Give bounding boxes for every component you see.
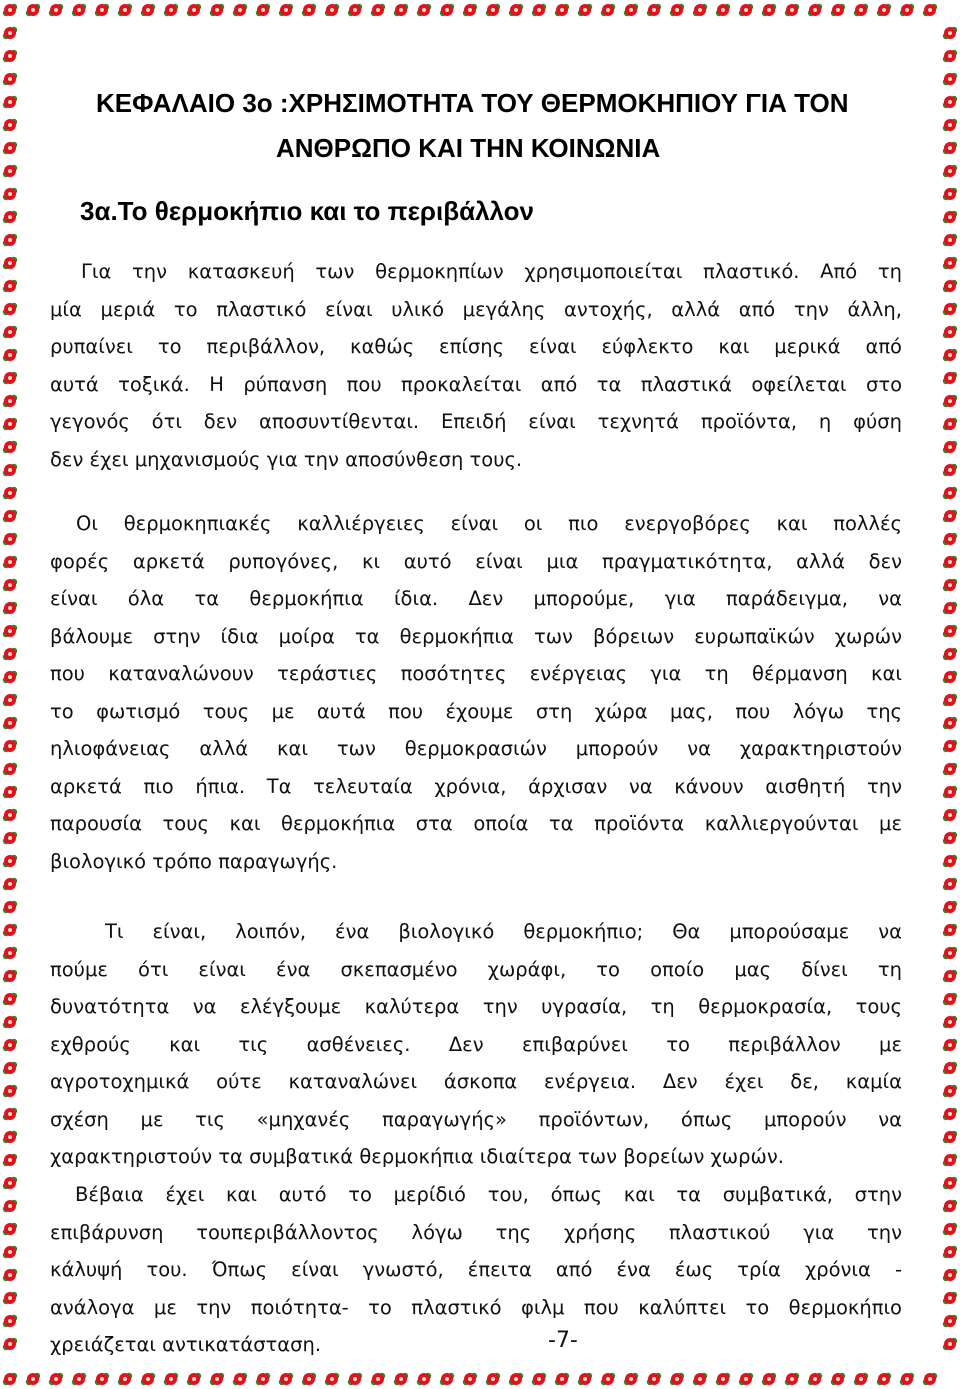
paragraph-line: παρουσία τους και θερμοκήπια στα οποία τα προϊόντα καλλιεργούνται με — [50, 812, 902, 835]
paragraph-line: βιολογικό τρόπο παραγωγής. — [50, 849, 338, 873]
paragraph-line: αρκετά πιο ήπια. Τα τελευταία χρόνια, άρχισαν να κάνουν αισθητή την — [50, 774, 902, 798]
paragraph-line: φορές αρκετά ρυπογόνες, κι αυτό είναι μια πραγματικότητα, αλλά δεν — [50, 549, 902, 573]
paragraph-line: ανάλογα με την ποιότητα- το πλαστικό φιλμ που καλύπτει το θερμοκήπιο — [50, 1295, 902, 1319]
paragraph-3 — [50, 913, 902, 1176]
chapter-heading-line-2: ΑΝΘΡΩΠΟ ΚΑΙ ΤΗΝ ΚΟΙΝΩΝΙΑ — [276, 133, 661, 163]
paragraph-line: χρειάζεται αντικατάσταση. — [50, 1333, 322, 1356]
paragraph-line: χαρακτηριστούν τα συμβατικά θερμοκήπια ιδιαίτερα των βορείων χωρών. — [50, 1145, 784, 1168]
paragraph-line: δεν έχει μηχανισμούς για την αποσύνθεση τους. — [50, 447, 523, 471]
section-title: 3α.Το θερμοκήπιο και το περιβάλλον — [80, 196, 535, 226]
paragraph-line: δυνατότητα να ελέγξουμε καλύτερα την υγρασία, τη θερμοκρασία, τους — [50, 995, 902, 1018]
paragraph-line: είναι όλα τα θερμοκήπια ίδια. Δεν μπορούμε, για παράδειγμα, να — [50, 587, 902, 610]
paragraph-line: επιβάρυνση τουπεριβάλλοντος λόγω της χρήσης πλαστικού για την — [50, 1220, 902, 1244]
paragraph-line: μία μεριά το πλαστικό είναι υλικό μεγάλης αντοχής, αλλά από την άλλη, — [50, 297, 902, 321]
paragraph-line: εχθρούς και τις ασθένειες. Δεν επιβαρύνει το περιβάλλον με — [50, 1032, 902, 1056]
paragraph-line: βάλουμε στην ίδια μοίρα τα θερμοκήπια των βόρειων ευρωπαϊκών χωρών — [50, 624, 902, 648]
paragraph-line: αγροτοχημικά ούτε καταναλώνει άσκοπα ενέργεια. Δεν έχει δε, καμία — [50, 1070, 902, 1093]
paragraph-line: Τι είναι, λοιπόν, ένα βιολογικό θερμοκήπιο; Θα μπορούσαμε να — [105, 920, 902, 943]
paragraph-line: Οι θερμοκηπιακές καλλιέργειες είναι οι πιο ενεργοβόρες και πολλές — [76, 512, 902, 535]
paragraph-4 — [50, 1176, 902, 1364]
chapter-heading-line-1: ΚΕΦΑΛΑΙΟ 3ο :ΧΡΗΣΙΜΟΤΗΤΑ ΤΟΥ ΘΕΡΜΟΚΗΠΙΟΥ ΓΙΑ ΤΟΝ — [96, 88, 849, 118]
paragraph-line: ηλιοφάνειας αλλά και των θερμοκρασιών μπορούν να χαρακτηριστούν — [50, 737, 902, 760]
paragraph-1 — [50, 253, 902, 478]
paragraph-line: Βέβαια έχει και αυτό το μερίδιό του, όπως και τα συμβατικά, στην — [75, 1183, 902, 1206]
paragraph-2 — [50, 505, 902, 880]
paragraph-line: αυτά τοξικά. Η ρύπανση που προκαλείται από τα πλαστικά οφείλεται στο — [50, 372, 902, 396]
page-number: -7- — [548, 1328, 578, 1353]
paragraph-line: το φωτισμό τους με αυτά που έχουμε στη χώρα μας, που λόγω της — [50, 699, 902, 723]
paragraph-line: κάλυψή του. Όπως είναι γνωστό, έπειτα από ένα έως τρία χρόνια - — [50, 1258, 902, 1281]
paragraph-line: που καταναλώνουν τεράστιες ποσότητες ενέργειας για τη θέρμανση και — [50, 662, 902, 685]
paragraph-line: γεγονός ότι δεν αποσυντίθενται. Επειδή είναι τεχνητά προϊόντα, η φύση — [50, 410, 902, 433]
paragraph-line: Για την κατασκευή των θερμοκηπίων χρησιμοποιείται πλαστικό. Από τη — [81, 260, 902, 283]
paragraph-line: πούμε ότι είναι ένα σκεπασμένο χωράφι, το οποίο μας δίνει τη — [50, 957, 902, 981]
paragraph-line: σχέση με τις «μηχανές παραγωγής» προϊόντων, όπως μπορούν να — [50, 1107, 902, 1131]
paragraph-line: ρυπαίνει το περιβάλλον, καθώς επίσης είναι εύφλεκτο και μερικά από — [50, 335, 902, 358]
